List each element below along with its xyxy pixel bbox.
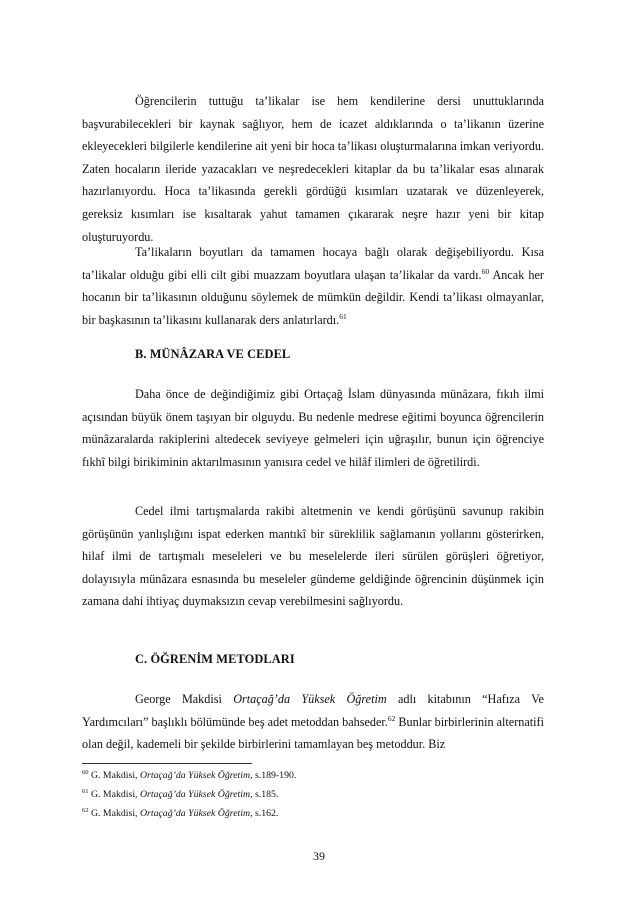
footnote-title: Ortaçağ’da Yüksek Öğretim	[139, 770, 251, 781]
footnote-author: G. Makdisi,	[90, 789, 140, 800]
paragraph-munazara	[82, 383, 544, 473]
paragraph-cedel	[82, 500, 544, 613]
section-heading-b: B. MÜNÂZARA VE CEDEL	[135, 347, 291, 361]
paragraph-methods	[82, 688, 544, 756]
footnote-title: Ortaçağ’da Yüksek Öğretim	[139, 789, 251, 800]
paragraph-text: Ta’likaların boyutları da tamamen hocaya bağlı olarak değişebiliyordu. Kısa ta’likalar olduğu gibi elli cilt gibi muazzam boyutlara ulaşan ta’likalar da vardı.	[82, 245, 544, 282]
paragraph-text: Öğrencilerin tuttuğu ta’likalar ise hem kendilerine dersi unuttuklarında başvurabilecekleri bir kaynak sağlıyor, hem de icazet aldıklarında o ta’likanın üzerine ekleyecekleri bilgilerle kendilerine ait yeni bir hoca ta’likası oluşturmalarına imkan veriyordu. Zaten hocaların ileride yazacakları ve neşredecekleri kitaplar da bu ta’likalar esas alınarak hazırlanıyordu. Hoca ta’likasında gerekli gördüğü kısımları uzatarak ve düzenleyerek, gereksiz kısımları ise kısaltarak yahut tamamen çıkararak neşre hazır yeni bir kitap oluşturuyordu.	[82, 94, 544, 244]
book-title: Ortaçağ’da Yüksek Öğretim	[233, 692, 387, 706]
paragraph-text: Daha önce de değindiğimiz gibi Ortaçağ İslam dünyasında münâzara, fıkıh ilmi açısından büyük önem taşıyan bir olguydu. Bu nedenle medrese eğitimi boyunca öğrencilerin münâzaralarda rakiplerini altedecek seviyeye gelmeleri için uğraşılır, bunun için öğrenciye fıkhî bilgi birikiminin aktarılmasının yanısıra cedel ve hilâf ilimleri de öğretilirdi.	[82, 387, 544, 469]
footnote-number: 61	[82, 788, 89, 795]
paragraph-text: George Makdisi	[135, 692, 234, 706]
footnote-60	[82, 770, 296, 781]
paragraph-text: adlı kitabının “Hafıza Ve Yardımcıları” başlıklı bölümünde beş adet metoddan bahseder.	[82, 692, 544, 729]
footnote-ref-62[interactable]: 62	[387, 713, 396, 723]
footnote-pages: , s.185.	[250, 789, 279, 800]
footnote-number: 62	[82, 807, 89, 814]
footnote-62	[82, 808, 278, 819]
paragraph-text: Bunlar birbirlerinin alternatifi olan değil, kademeli bir şekilde birbirlerini tamamlayan beş metoddur. Biz	[82, 714, 544, 752]
footnote-ref-61[interactable]: 61	[339, 311, 347, 321]
footnote-number: 60	[82, 769, 89, 776]
paragraph-text: Ancak her hocanın bir ta’likasının olduğunu söylemek de mümkün değildir. Kendi ta’likası olmayanlar, bir başkasının ta’likasını kullanarak ders anlatırlardı.	[82, 267, 544, 327]
footnote-author: G. Makdisi,	[90, 770, 140, 781]
footnote-ref-60[interactable]: 60	[481, 266, 490, 276]
footnote-pages: , s.189-190.	[250, 770, 297, 781]
page-number: 39	[313, 849, 325, 863]
footnote-pages: , s.162.	[250, 808, 279, 819]
footnote-author: G. Makdisi,	[90, 808, 140, 819]
footnote-61	[82, 789, 278, 800]
paragraph-talika-usage	[82, 90, 544, 248]
paragraph-talika-sizes	[82, 241, 544, 331]
footnote-divider	[82, 763, 252, 764]
paragraph-text: Cedel ilmi tartışmalarda rakibi altetmenin ve kendi görüşünü savunup rakibin görüşünün yanlışlığını ispat ederken mantıkî bir süreklilik sağlamanın yollarını gösterirken, hilaf ilmi de tartışmalı meseleleri ve bu meselelerde ileri sürülen görüşleri öğretiyor, dolayısıyla münâzara esnasında bu meseleler gündeme geldiğinde öğrencinin düşünmek için zamana dahi ihtiyaç duymaksızın cevap verebilmesini sağlıyordu.	[82, 504, 544, 609]
section-heading-c: C. ÖĞRENİM METODLARI	[135, 652, 295, 666]
footnote-title: Ortaçağ’da Yüksek Öğretim	[139, 808, 251, 819]
